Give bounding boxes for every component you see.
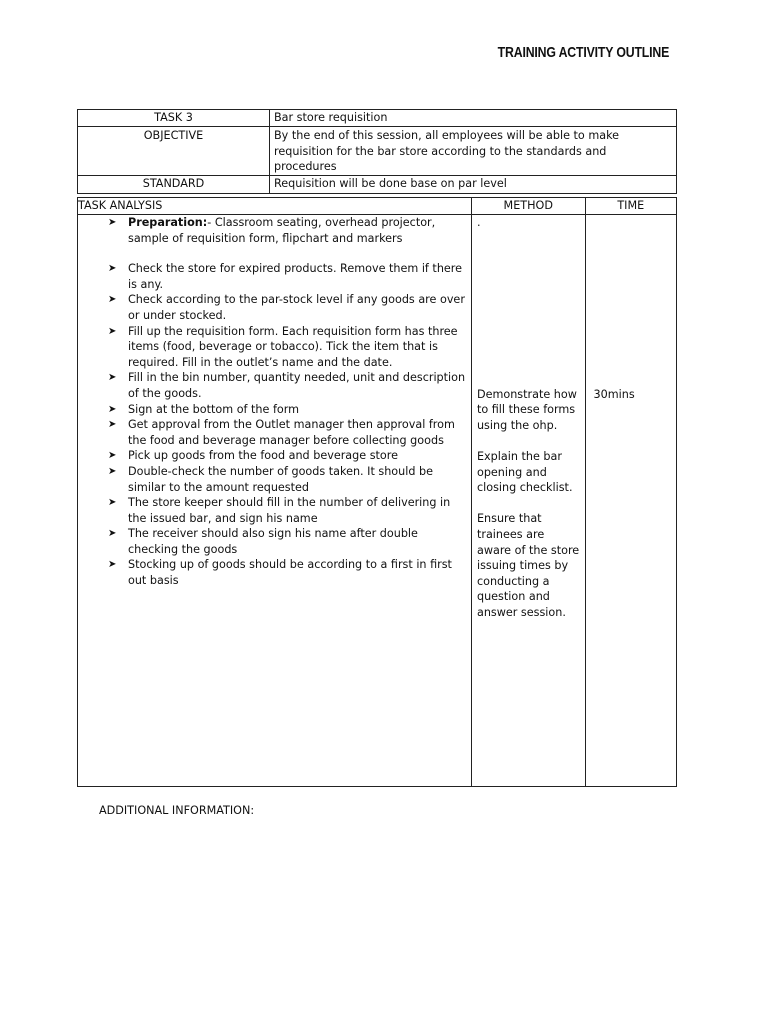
- additional-information-label: ADDITIONAL INFORMATION:: [99, 804, 255, 817]
- arrowhead-bullet-icon: ➤: [108, 263, 117, 275]
- standard-row: [78, 175, 677, 193]
- arrowhead-bullet-icon: ➤: [108, 294, 117, 306]
- method-header: METHOD: [471, 198, 585, 215]
- step-text: Fill in the bin number, quantity needed, unit and description of the goods.: [128, 371, 466, 400]
- objective-label: OBJECTIVE: [78, 127, 270, 176]
- arrowhead-bullet-icon: ➤: [108, 403, 117, 415]
- task-analysis-table: [77, 197, 677, 787]
- time-value: 30mins: [593, 388, 635, 401]
- arrowhead-bullet-icon: ➤: [108, 559, 117, 571]
- page-title: TRAINING ACTIVITY OUTLINE: [497, 44, 669, 61]
- arrowhead-bullet-icon: ➤: [108, 450, 117, 462]
- task-step-item: [82, 557, 467, 588]
- step-text: - Classroom seating, overhead projector, sample of requisition form, flipchart and markers: [128, 216, 436, 245]
- objective-value: By the end of this session, all employees will be able to make requisition for the bar store according to the standards and procedures: [270, 127, 677, 176]
- task-analysis-header: TASK ANALYSIS: [78, 198, 472, 215]
- objective-row: [78, 127, 677, 176]
- step-text: The store keeper should fill in the number of delivering in the issued bar, and sign his name: [128, 496, 451, 525]
- task-step-item: [82, 370, 467, 401]
- task-label: TASK 3: [78, 110, 270, 127]
- time-cell: [585, 215, 676, 787]
- step-text: Double-check the number of goods taken. It should be similar to the amount requested: [128, 464, 433, 494]
- arrowhead-bullet-icon: ➤: [108, 465, 117, 477]
- arrowhead-bullet-icon: ➤: [108, 372, 117, 384]
- step-text: Fill up the requisition form. Each requisition form has three items (food, beverage or tobacco). Tick the item that is required. Fill in the outlet’s name and the date.: [128, 324, 458, 369]
- standard-label: STANDARD: [78, 175, 270, 193]
- step-text: Sign at the bottom of the form: [128, 402, 300, 416]
- step-text: Check according to the par-stock level if any goods are over or under stocked.: [128, 293, 465, 322]
- arrowhead-bullet-icon: ➤: [108, 325, 117, 337]
- method-paragraph: Demonstrate how to fill these forms using the ohp.: [476, 387, 577, 432]
- method-paragraph: Explain the bar opening and closing checklist.: [476, 449, 573, 495]
- task-step-item: [82, 324, 467, 371]
- task-row: [78, 110, 677, 127]
- method-dot: .: [476, 216, 481, 229]
- method-paragraph: Ensure that trainees are aware of the store issuing times by conducting a question and answer session.: [476, 512, 580, 619]
- arrowhead-bullet-icon: ➤: [108, 528, 117, 540]
- standard-value: Requisition will be done base on par level: [270, 175, 677, 193]
- task-step-item: [82, 448, 467, 464]
- step-text: Check the store for expired products. Remove them if there is any.: [128, 262, 463, 291]
- step-text: The receiver should also sign his name after double checking the goods: [128, 527, 418, 556]
- arrowhead-bullet-icon: ➤: [108, 419, 117, 431]
- step-text: Stocking up of goods should be according to a first in first out basis: [128, 558, 452, 588]
- task-step-item: [82, 464, 467, 495]
- task-info-table: [77, 109, 677, 194]
- task-step-item: [82, 402, 467, 418]
- arrowhead-bullet-icon: ➤: [108, 497, 117, 509]
- analysis-header-row: [78, 198, 677, 215]
- task-value: Bar store requisition: [270, 110, 677, 127]
- task-step-item: [82, 292, 467, 323]
- analysis-body-row: [78, 215, 677, 787]
- method-cell: [471, 215, 585, 787]
- task-steps-cell: [78, 215, 472, 787]
- arrowhead-bullet-icon: ➤: [108, 217, 117, 228]
- task-steps-list: [82, 215, 467, 589]
- time-header: TIME: [585, 198, 676, 215]
- task-step-item: [82, 215, 467, 246]
- step-text: Pick up goods from the food and beverage store: [128, 449, 398, 463]
- step-bold-label: Preparation:: [128, 216, 208, 229]
- task-step-item: [82, 495, 467, 526]
- step-text: Get approval from the Outlet manager then approval from the food and beverage manager before collecting goods: [128, 418, 455, 447]
- task-step-item: [82, 417, 467, 448]
- task-step-item: [82, 526, 467, 557]
- task-step-item: [82, 261, 467, 292]
